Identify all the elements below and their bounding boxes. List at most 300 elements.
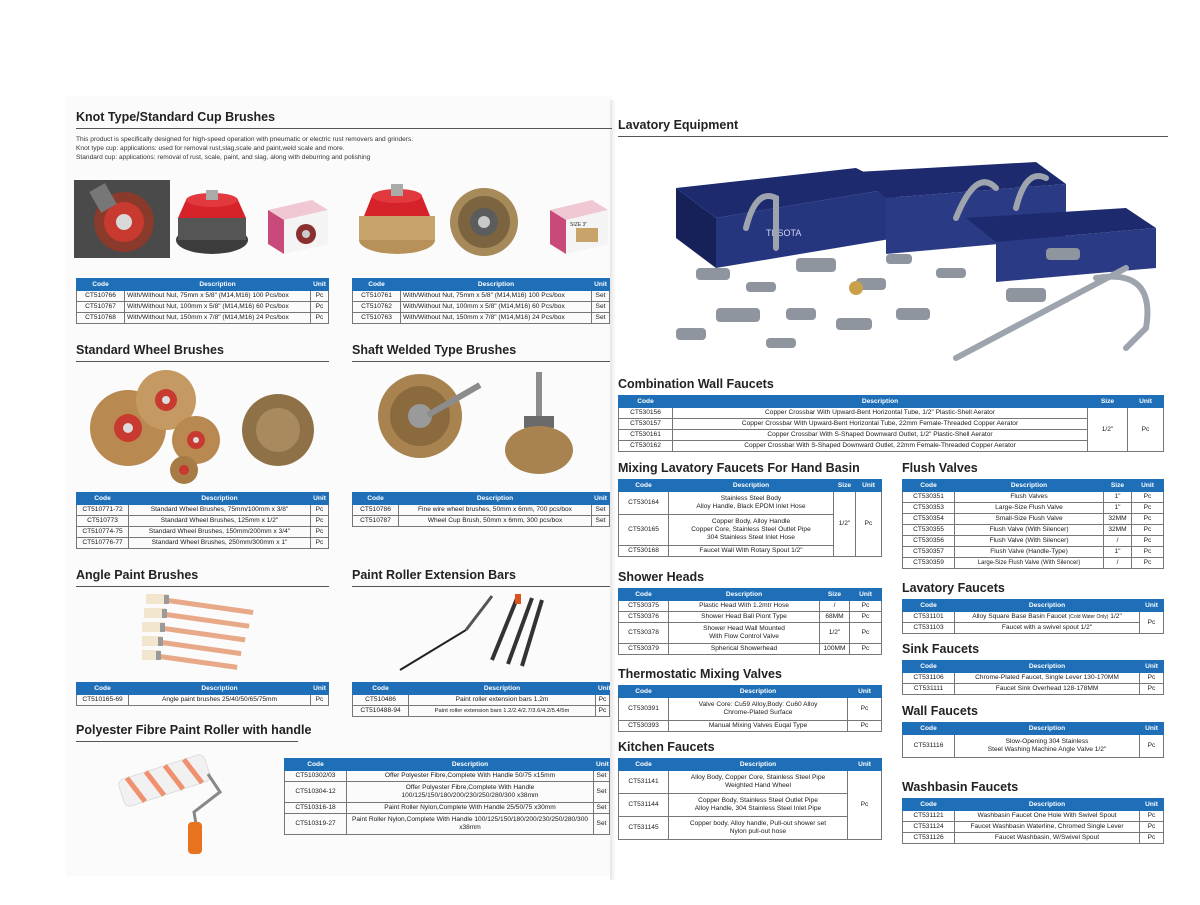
- description-cell: With/Without Nut, 150mm x 7/8" (M14,M16) 24 Pcs/box: [401, 313, 592, 324]
- col-header: Code: [77, 279, 125, 291]
- description-line: Copper Body, Stainless Steel Outlet Pipe: [698, 797, 818, 804]
- col-header: Size: [820, 589, 850, 601]
- code-cell: CT531141: [619, 771, 669, 794]
- description-cell: Faucet with a swivel spout 1/2": [955, 623, 1140, 634]
- section-roller-extension: [352, 568, 610, 587]
- description-line: Weighted Hand Wheel: [725, 782, 791, 789]
- code-cell: CT530165: [619, 515, 669, 546]
- description-cell: Large-Size Flush Valve (With Silencer): [955, 558, 1104, 569]
- product-table: [352, 278, 610, 324]
- section-title: Flush Valves: [902, 461, 978, 475]
- lavatory-equipment-photo: [656, 158, 1168, 368]
- section-title: Shaft Welded Type Brushes: [352, 343, 517, 357]
- unit-cell: Pc: [850, 601, 882, 612]
- col-header: Unit: [311, 279, 329, 291]
- section-wall-faucets: [902, 704, 1164, 758]
- unit-cell: Set: [594, 803, 610, 814]
- col-header: Description: [129, 493, 311, 505]
- code-cell: CT530156: [619, 408, 673, 419]
- col-header: Unit: [856, 480, 882, 492]
- description-cell: Faucet Sink Overhead 128-178MM: [955, 684, 1140, 695]
- table-row: [903, 547, 1164, 558]
- description-cell: Copper Crossbar With S-Shaped Downward Outlet, 22mm Female-Threaded Copper Aerator: [673, 441, 1088, 452]
- size-cell: 32MM: [1104, 525, 1132, 536]
- size-cell: 1": [1104, 547, 1132, 558]
- description-line: Steel Washing Machine Angle Valve 1/2": [987, 746, 1107, 753]
- table-row: [353, 516, 610, 527]
- code-cell: CT530375: [619, 601, 669, 612]
- col-header: Code: [77, 683, 129, 695]
- unit-cell: Pc: [311, 313, 329, 324]
- knot-cup-brush-photo: [172, 190, 252, 258]
- table-row: [77, 527, 329, 538]
- code-cell: CT530354: [903, 514, 955, 525]
- unit-cell: Pc: [1140, 833, 1164, 844]
- table-row: [619, 612, 882, 623]
- code-cell: CT510787: [353, 516, 399, 527]
- col-header: Size: [1088, 396, 1128, 408]
- description-cell: Standard Wheel Brushes, 75mm/100mm x 3/8": [129, 505, 311, 516]
- code-cell: CT530393: [619, 721, 669, 732]
- unit-cell: Pc: [1140, 822, 1164, 833]
- description-line: Copper Core, Stainless Steel Outlet Pipe: [691, 526, 811, 533]
- code-cell: CT510319-27: [285, 814, 347, 835]
- description-cell: [669, 492, 834, 515]
- code-cell: CT510316-18: [285, 803, 347, 814]
- table-row: [285, 771, 610, 782]
- product-table: [352, 492, 610, 527]
- size-cell: /: [1104, 536, 1132, 547]
- code-cell: CT530356: [903, 536, 955, 547]
- description-cell: Plastic Head With 1.2mtr Hose: [669, 601, 820, 612]
- section-lavatory-equipment: [618, 118, 1168, 137]
- description-cell: Faucet Washbasin, W/Swivel Spout: [955, 833, 1140, 844]
- table-row: [619, 419, 1164, 430]
- product-table: [76, 278, 329, 324]
- table-row: [903, 822, 1164, 833]
- description-line: Slow-Opening 304 Stainless: [1005, 738, 1089, 745]
- code-cell: CT530162: [619, 441, 673, 452]
- table-row: [619, 623, 882, 644]
- description-cell: Copper Crossbar With S-Shaped Downward Outlet, 1/2" Plastic-Shell Aerator: [673, 430, 1088, 441]
- knot-table-1: [76, 278, 329, 324]
- code-cell: CT510771-72: [77, 505, 129, 516]
- col-header: Unit: [596, 683, 610, 695]
- shaft-brushes-photo: [372, 368, 582, 478]
- unit-cell: Set: [594, 782, 610, 803]
- table-row: [77, 538, 329, 549]
- polyester-table: [284, 758, 610, 835]
- description-line: Nylon pull-out hose: [729, 828, 787, 835]
- col-header: Unit: [1140, 600, 1164, 612]
- product-table: [902, 798, 1164, 844]
- table-row: [619, 817, 882, 840]
- unit-cell: Pc: [856, 492, 882, 557]
- unit-cell: Pc: [848, 698, 882, 721]
- description-cell: With/Without Nut, 150mm x 7/8" (M14,M16) 24 Pcs/box: [125, 313, 311, 324]
- section-mixing-lavatory-faucets: [618, 461, 882, 557]
- table-row: [77, 291, 329, 302]
- unit-cell: Set: [592, 302, 610, 313]
- code-cell: CT510488-94: [353, 706, 409, 717]
- code-cell: CT530164: [619, 492, 669, 515]
- intro-line: Standard cup: applications: removal of rust, scale, paint, and slag, along with deburring and polishing: [76, 154, 371, 161]
- code-cell: CT530391: [619, 698, 669, 721]
- table-row: [353, 291, 610, 302]
- table-row: [903, 536, 1164, 547]
- table-row: [903, 558, 1164, 569]
- description-cell: With/Without Nut, 75mm x 5/8" (M14,M16) 100 Pcs/box: [125, 291, 311, 302]
- code-cell: CT531145: [619, 817, 669, 840]
- standard-cup-brush-photo: [356, 184, 438, 258]
- table-row: [353, 505, 610, 516]
- section-washbasin-faucets: [902, 780, 1164, 844]
- code-cell: CT531126: [903, 833, 955, 844]
- section-title: Polyester Fibre Paint Roller with handle: [76, 723, 312, 737]
- table-row: [903, 503, 1164, 514]
- section-title: Angle Paint Brushes: [76, 568, 199, 582]
- intro-line: Knot type cup: applications: used for removal rust,slag,scale and paint,weld scale and more.: [76, 145, 345, 152]
- section-title: Mixing Lavatory Faucets For Hand Basin: [618, 461, 860, 475]
- box-brand-label: TESOTA: [766, 228, 802, 238]
- table-row: [285, 814, 610, 835]
- unit-cell: Pc: [596, 695, 610, 706]
- description-cell: Manual Mixing Valves Euqal Type: [669, 721, 848, 732]
- knot-table-2: [352, 278, 610, 324]
- col-header: Description: [955, 661, 1140, 673]
- col-header: Description: [401, 279, 592, 291]
- intro-line: This product is specifically designed for high-speed operation with pneumatic or electric rust removers and grinders.: [76, 136, 414, 143]
- col-header: Code: [353, 683, 409, 695]
- size-cell: 1": [1104, 503, 1132, 514]
- size-cell: 32MM: [1104, 514, 1132, 525]
- code-cell: CT531144: [619, 794, 669, 817]
- col-header: Unit: [592, 279, 610, 291]
- description-note: (Cold Water Only): [1068, 614, 1109, 620]
- col-header: Code: [285, 759, 347, 771]
- code-cell: CT510773: [77, 516, 129, 527]
- unit-cell: Pc: [1132, 525, 1164, 536]
- description-cell: Flush Valve (With Silencer): [955, 536, 1104, 547]
- table-row: [619, 794, 882, 817]
- table-row: [903, 833, 1164, 844]
- table-row: [903, 623, 1164, 634]
- col-header: Code: [903, 480, 955, 492]
- standard-brush-box-photo: [546, 196, 612, 256]
- description-cell: Copper Crossbar With Upward-Bent Horizontal Tube, 22mm Female-Threaded Copper Aerator: [673, 419, 1088, 430]
- description-size: 1/2": [1110, 613, 1122, 620]
- code-cell: CT531121: [903, 811, 955, 822]
- section-angle-brushes: [76, 568, 329, 587]
- col-header: Description: [669, 480, 834, 492]
- angle-table: [76, 682, 329, 706]
- description-text: Alloy Square Base Basin Faucet: [972, 613, 1067, 620]
- code-cell: CT531116: [903, 735, 955, 758]
- section-combination-wall-faucets: [618, 377, 1164, 452]
- unit-cell: Pc: [1132, 558, 1164, 569]
- section-wheel-brushes: [76, 343, 329, 362]
- description-line: Valve Core: Cu59 Alloy,Body: Cu60 Alloy: [698, 701, 818, 708]
- size-cell: 1/2": [820, 623, 850, 644]
- product-table: [902, 599, 1164, 634]
- table-row: [285, 803, 610, 814]
- col-header: Description: [955, 799, 1140, 811]
- description-line: Chrome-Plated Surface: [723, 709, 793, 716]
- product-table: [902, 660, 1164, 695]
- description-cell: [669, 623, 820, 644]
- description-cell: Wheel Cup Brush, 50mm x 6mm, 300 pcs/box: [399, 516, 592, 527]
- table-row: [619, 698, 882, 721]
- code-cell: CT530351: [903, 492, 955, 503]
- col-header: Description: [955, 723, 1140, 735]
- code-cell: CT510761: [353, 291, 401, 302]
- unit-cell: Set: [592, 313, 610, 324]
- description-line: Shower Head Wall Mounted: [703, 625, 785, 632]
- unit-cell: Pc: [1140, 811, 1164, 822]
- section-shower-heads: [618, 570, 882, 655]
- product-table: [902, 722, 1164, 758]
- section-title: Thermostatic Mixing Valves: [618, 667, 782, 681]
- section-flush-valves: [902, 461, 1164, 569]
- code-cell: CT530357: [903, 547, 955, 558]
- divider: [76, 128, 612, 129]
- section-kitchen-faucets: [618, 740, 882, 840]
- col-header: Code: [619, 759, 669, 771]
- unit-cell: Set: [592, 505, 610, 516]
- code-cell: CT530379: [619, 644, 669, 655]
- code-cell: CT531111: [903, 684, 955, 695]
- size-cell: /: [820, 601, 850, 612]
- code-cell: CT530376: [619, 612, 669, 623]
- col-header: Unit: [311, 683, 329, 695]
- unit-cell: Pc: [311, 291, 329, 302]
- description-cell: Large-Size Flush Valve: [955, 503, 1104, 514]
- description-cell: With/Without Nut, 100mm x 5/8" (M14,M16) 60 Pcs/box: [125, 302, 311, 313]
- table-row: [903, 525, 1164, 536]
- section-title: Lavatory Equipment: [618, 118, 739, 132]
- col-header: Unit: [1128, 396, 1164, 408]
- col-header: Code: [353, 279, 401, 291]
- unit-cell: Set: [594, 814, 610, 835]
- table-row: [903, 735, 1164, 758]
- description-cell: Standard Wheel Brushes, 125mm x 1/2": [129, 516, 311, 527]
- size-cell: 1/2": [1088, 408, 1128, 452]
- description-cell: Standard Wheel Brushes, 250mm/300mm x 1": [129, 538, 311, 549]
- shaft-table: [352, 492, 610, 527]
- roller-ext-table: [352, 682, 610, 717]
- col-header: Unit: [848, 686, 882, 698]
- code-cell: CT530355: [903, 525, 955, 536]
- unit-cell: Pc: [311, 527, 329, 538]
- table-row: [353, 706, 610, 717]
- divider: [352, 361, 610, 362]
- col-header: Code: [903, 799, 955, 811]
- description-cell: Flush Valves: [955, 492, 1104, 503]
- size-cell: /: [1104, 558, 1132, 569]
- product-table: [618, 588, 882, 655]
- unit-cell: Pc: [311, 505, 329, 516]
- product-table: [618, 395, 1164, 452]
- code-cell: CT510776-77: [77, 538, 129, 549]
- table-row: [903, 673, 1164, 684]
- description-cell: Fine wire wheel brushes, 50mm x 6mm, 700 pcs/box: [399, 505, 592, 516]
- col-header: Description: [669, 589, 820, 601]
- col-header: Description: [955, 600, 1140, 612]
- description-cell: Offer Polyester Fibre,Complete With Handle 50/75 x15mm: [347, 771, 594, 782]
- table-row: [619, 492, 882, 515]
- description-cell: With/Without Nut, 100mm x 5/8" (M14,M16) 60 Pcs/box: [401, 302, 592, 313]
- product-table: [618, 758, 882, 840]
- unit-cell: Pc: [850, 623, 882, 644]
- code-cell: CT510767: [77, 302, 125, 313]
- section-title: Combination Wall Faucets: [618, 377, 774, 391]
- unit-cell: Pc: [850, 644, 882, 655]
- size-cell: 100MM: [820, 644, 850, 655]
- description-cell: [669, 698, 848, 721]
- description-cell: With/Without Nut, 75mm x 5/8" (M14,M16) 100 Pcs/box: [401, 291, 592, 302]
- code-cell: CT510165-69: [77, 695, 129, 706]
- table-row: [285, 782, 610, 803]
- unit-cell: Pc: [1132, 547, 1164, 558]
- description-cell: Flush Valve (With Silencer): [955, 525, 1104, 536]
- unit-cell: Pc: [311, 516, 329, 527]
- product-table: [76, 682, 329, 706]
- col-header: Code: [77, 493, 129, 505]
- col-header: Size: [1104, 480, 1132, 492]
- box-label: SIZE 3": [570, 222, 588, 228]
- code-cell: CT530161: [619, 430, 673, 441]
- description-line: With Flow Control Valve: [709, 633, 779, 640]
- description-cell: [955, 735, 1140, 758]
- table-row: [353, 302, 610, 313]
- code-cell: CT530168: [619, 546, 669, 557]
- table-row: [619, 408, 1164, 419]
- divider: [352, 586, 610, 587]
- product-table: [618, 685, 882, 732]
- divider: [76, 361, 329, 362]
- unit-cell: Pc: [311, 538, 329, 549]
- size-cell: 1": [1104, 492, 1132, 503]
- knot-brush-box-photo: [262, 196, 332, 256]
- section-lavatory-faucets: [902, 581, 1164, 634]
- unit-cell: Pc: [1140, 735, 1164, 758]
- description-cell: [669, 771, 848, 794]
- col-header: Code: [903, 600, 955, 612]
- code-cell: CT510768: [77, 313, 125, 324]
- table-row: [77, 505, 329, 516]
- col-header: Description: [129, 683, 311, 695]
- unit-cell: Pc: [311, 695, 329, 706]
- col-header: Unit: [1140, 799, 1164, 811]
- description-cell: [955, 612, 1140, 623]
- section-thermostatic-valves: [618, 667, 882, 732]
- product-table: [76, 492, 329, 549]
- table-row: [353, 695, 610, 706]
- col-header: Unit: [1132, 480, 1164, 492]
- code-cell: CT531124: [903, 822, 955, 833]
- unit-cell: Pc: [848, 721, 882, 732]
- description-cell: Standard Wheel Brushes, 150mm/200mm x 3/4": [129, 527, 311, 538]
- description-cell: Shower Head Ball Piont Type: [669, 612, 820, 623]
- code-cell: CT510762: [353, 302, 401, 313]
- divider: [618, 136, 1168, 137]
- table-row: [619, 644, 882, 655]
- unit-cell: Pc: [1132, 503, 1164, 514]
- size-cell: 68MM: [820, 612, 850, 623]
- col-header: Description: [669, 759, 848, 771]
- table-row: [619, 601, 882, 612]
- section-title: Paint Roller Extension Bars: [352, 568, 516, 582]
- code-cell: CT531106: [903, 673, 955, 684]
- col-header: Unit: [850, 589, 882, 601]
- description-cell: Paint Roller Nylon,Complete With Handle 25/50/75 x30mm: [347, 803, 594, 814]
- product-table: [902, 479, 1164, 569]
- description-line: Alloy Handle, 304 Stainless Steel Inlet Pipe: [694, 805, 822, 812]
- code-cell: CT531103: [903, 623, 955, 634]
- table-row: [619, 441, 1164, 452]
- table-row: [903, 612, 1164, 623]
- product-table: [284, 758, 610, 835]
- section-title: Wall Faucets: [902, 704, 978, 718]
- unit-cell: Pc: [1140, 612, 1164, 634]
- col-header: Code: [619, 686, 669, 698]
- col-header: Description: [669, 686, 848, 698]
- col-header: Unit: [1140, 723, 1164, 735]
- product-table: [352, 682, 610, 717]
- code-cell: CT510302/03: [285, 771, 347, 782]
- unit-cell: Pc: [311, 302, 329, 313]
- col-header: Code: [619, 396, 673, 408]
- description-cell: Paint roller extension bars 1.2/2.4/2.7/3.6/4.2/5.4/5m: [409, 706, 596, 717]
- product-table: [618, 479, 882, 557]
- table-row: [77, 695, 329, 706]
- code-cell: CT510786: [353, 505, 399, 516]
- code-cell: CT510486: [353, 695, 409, 706]
- unit-cell: Pc: [1132, 514, 1164, 525]
- table-row: [619, 430, 1164, 441]
- description-line: Alloy Handle, Black EPDM Inlet Hose: [696, 503, 806, 510]
- col-header: Unit: [592, 493, 610, 505]
- description-cell: Paint Roller Nylon,Complete With Handle 100/125/150/180/200/230/250/280/300 x38mm: [347, 814, 594, 835]
- col-header: Description: [673, 396, 1088, 408]
- table-row: [903, 811, 1164, 822]
- col-header: Code: [619, 589, 669, 601]
- unit-cell: Set: [592, 291, 610, 302]
- code-cell: CT510763: [353, 313, 401, 324]
- code-cell: CT510304-12: [285, 782, 347, 803]
- code-cell: CT530157: [619, 419, 673, 430]
- unit-cell: Pc: [1140, 673, 1164, 684]
- angle-brushes-photo: [138, 592, 262, 672]
- code-cell: CT530378: [619, 623, 669, 644]
- col-header: Description: [125, 279, 311, 291]
- col-header: Code: [903, 661, 955, 673]
- description-line: Stainless Steel Body: [720, 495, 782, 502]
- col-header: Description: [955, 480, 1104, 492]
- col-header: Size: [834, 480, 856, 492]
- section-knot-cup-brushes: [76, 110, 612, 162]
- unit-cell: Pc: [1132, 492, 1164, 503]
- section-intro: [76, 135, 612, 162]
- unit-cell: Set: [594, 771, 610, 782]
- divider: [76, 586, 329, 587]
- col-header: Description: [347, 759, 594, 771]
- section-shaft-brushes: [352, 343, 610, 362]
- description-cell: [669, 515, 834, 546]
- description-line: 304 Stainless Steel Inlet Hose: [707, 534, 795, 541]
- col-header: Unit: [848, 759, 882, 771]
- section-title: Kitchen Faucets: [618, 740, 715, 754]
